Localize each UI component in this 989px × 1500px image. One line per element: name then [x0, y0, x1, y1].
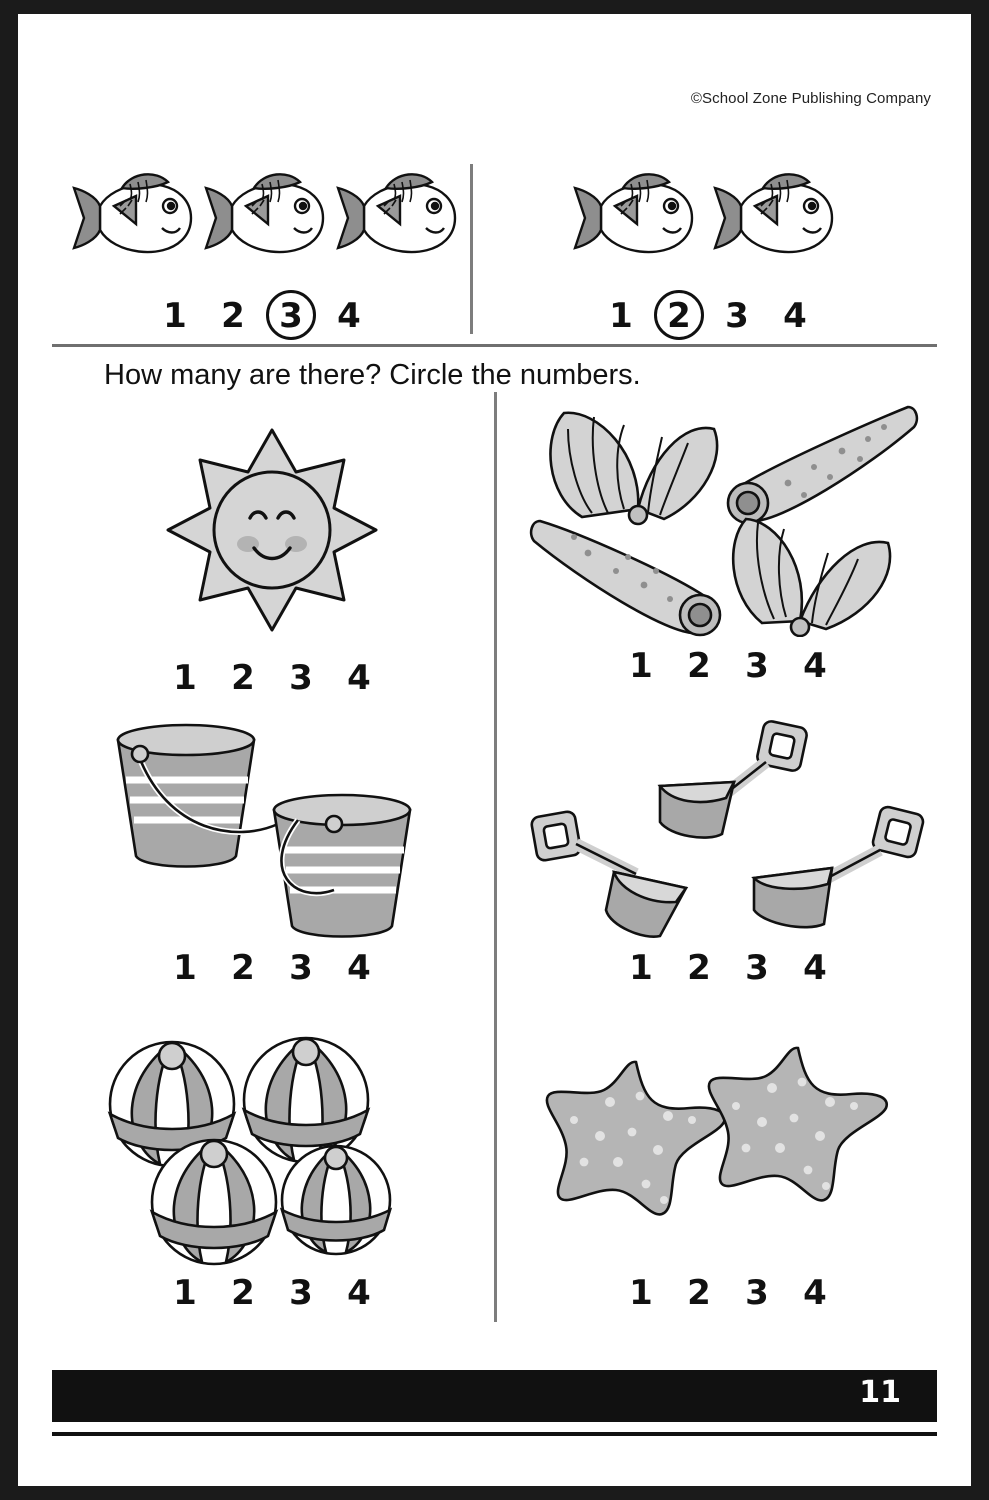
choice-2[interactable]: 2 [650, 296, 708, 336]
choice-2[interactable]: 2 [687, 1273, 711, 1313]
sun-icon [162, 422, 382, 637]
problem-starfish [508, 1024, 948, 1313]
choice-3[interactable]: 3 [725, 296, 749, 336]
problem-beach-balls [52, 1024, 492, 1313]
choice-row [52, 658, 492, 698]
shells-art [508, 392, 948, 642]
sun-art [52, 404, 492, 654]
shovels-art [508, 714, 948, 944]
choice-2[interactable]: 2 [231, 658, 255, 698]
choice-4[interactable]: 4 [803, 646, 827, 686]
column-divider [494, 392, 497, 1322]
choice-4[interactable]: 4 [783, 296, 807, 336]
beach-balls-art [52, 1024, 492, 1269]
section-divider-rule [52, 344, 937, 347]
choice-1[interactable]: 1 [173, 1273, 197, 1313]
choice-row [498, 296, 918, 336]
example-fish-three [52, 154, 472, 336]
footer-bar [52, 1370, 937, 1422]
beach-ball-icon [92, 1024, 452, 1269]
choice-3[interactable]: 3 [289, 658, 313, 698]
choice-row [508, 948, 948, 988]
choice-4[interactable]: 4 [347, 658, 371, 698]
choice-2[interactable]: 2 [687, 948, 711, 988]
footer-rule [52, 1432, 937, 1436]
problem-sun [52, 404, 492, 698]
choice-1[interactable]: 1 [173, 948, 197, 988]
choice-3[interactable]: 3 [262, 296, 320, 336]
problem-buckets [52, 714, 492, 988]
choice-1[interactable]: 1 [163, 296, 187, 336]
choice-1[interactable]: 1 [629, 1273, 653, 1313]
shovel-icon [528, 714, 928, 944]
choice-row [508, 1273, 948, 1313]
bucket-icon [102, 714, 442, 944]
starfish-art [508, 1024, 948, 1269]
choice-row [508, 646, 948, 686]
choice-4[interactable]: 4 [347, 1273, 371, 1313]
buckets-art [52, 714, 492, 944]
choice-2[interactable]: 2 [231, 1273, 255, 1313]
problem-shovels [508, 714, 948, 988]
seashell-icon [528, 397, 928, 637]
choice-3[interactable]: 3 [745, 646, 769, 686]
choice-2[interactable]: 2 [231, 948, 255, 988]
choice-4[interactable]: 4 [347, 948, 371, 988]
choice-row [52, 948, 492, 988]
choice-1[interactable]: 1 [629, 646, 653, 686]
problem-shells [508, 392, 948, 686]
choice-3[interactable]: 3 [289, 948, 313, 988]
fish-group-three [52, 154, 472, 274]
choice-4[interactable]: 4 [337, 296, 361, 336]
choice-4[interactable]: 4 [803, 1273, 827, 1313]
page-number: 11 [859, 1375, 901, 1410]
choice-3[interactable]: 3 [745, 1273, 769, 1313]
choice-3[interactable]: 3 [289, 1273, 313, 1313]
choice-1[interactable]: 1 [173, 658, 197, 698]
instruction-text: How many are there? Circle the numbers. [104, 359, 641, 391]
fish-icon [62, 154, 462, 274]
copyright-notice: ©School Zone Publishing Company [690, 90, 931, 107]
choice-2[interactable]: 2 [221, 296, 245, 336]
choice-4[interactable]: 4 [803, 948, 827, 988]
worksheet-sheet [18, 14, 971, 1486]
example-fish-two [498, 154, 918, 336]
fish-group-two [498, 154, 918, 274]
choice-1[interactable]: 1 [609, 296, 633, 336]
choice-1[interactable]: 1 [629, 948, 653, 988]
choice-row [52, 1273, 492, 1313]
choice-row [52, 296, 472, 336]
choice-3[interactable]: 3 [745, 948, 769, 988]
choice-2[interactable]: 2 [687, 646, 711, 686]
starfish-icon [538, 1032, 918, 1262]
fish-icon [563, 154, 853, 274]
